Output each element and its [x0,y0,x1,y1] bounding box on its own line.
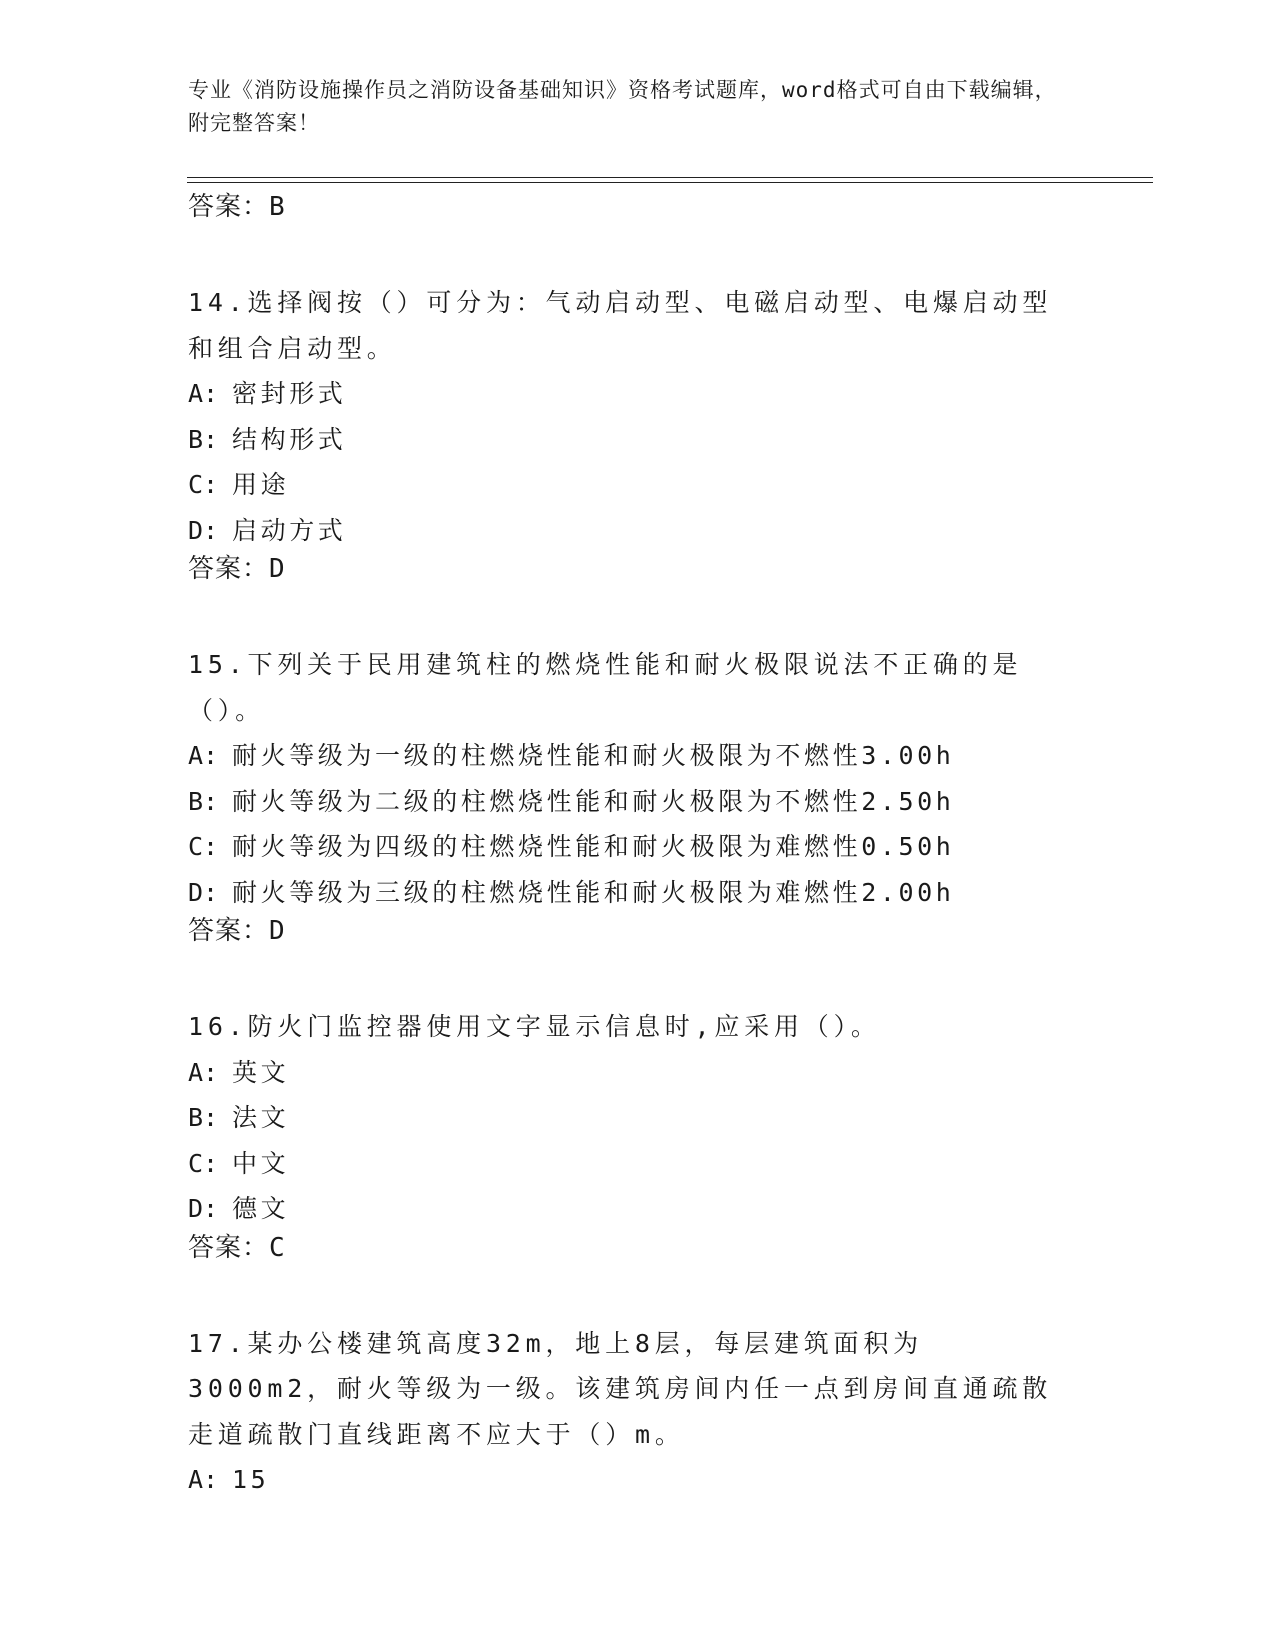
answer-value: D [269,916,286,946]
option-a [188,733,1088,779]
option-a [188,371,1088,417]
question-stem: 16.防火门监控器使用文字显示信息时,应采用（）。 [188,1012,881,1041]
option-text: 结构形式 [232,424,347,454]
document-body [188,192,1088,1503]
option-key: D: [188,515,219,545]
option-d [188,870,1088,916]
answer-value: D [269,554,286,584]
option-a [188,1457,1088,1503]
option-text: 英文 [232,1057,290,1087]
answer-line [188,916,1088,962]
option-d [188,508,1088,554]
option-b [188,417,1088,463]
question-stem: 17.某办公楼建筑高度32m，地上8层，每层建筑面积为3000m2，耐火等级为一级。该建筑房间内任一点到房间直通疏散走道疏散门直线距离不应大于（）m。 [188,1328,1053,1449]
option-key: C: [188,832,219,861]
option-key: A: [188,379,219,408]
option-text: 耐火等级为三级的柱燃烧性能和耐火极限为难燃性2.00h [232,877,955,907]
header-rule-bottom [187,182,1153,183]
option-text: 耐火等级为二级的柱燃烧性能和耐火极限为不燃性2.50h [232,786,955,816]
answer-line [188,1233,1088,1279]
question-16 [188,1004,1088,1279]
question-17 [188,1321,1088,1503]
option-d [188,1186,1088,1232]
option-key: A: [188,1057,219,1087]
option-text: 德文 [232,1194,290,1223]
option-text: 耐火等级为一级的柱燃烧性能和耐火极限为不燃性3.00h [232,741,955,770]
option-key: C: [188,1148,219,1178]
question-15 [188,642,1088,962]
option-text: 法文 [232,1103,290,1132]
answer-label: 答案： [188,916,270,946]
page-header [188,74,1068,140]
option-key: A: [188,1465,219,1494]
option-text: 15 [232,1465,270,1494]
option-text: 耐火等级为四级的柱燃烧性能和耐火极限为难燃性0.50h [232,832,955,861]
header-rule-top [187,177,1153,178]
option-text: 用途 [232,470,290,499]
answer-line [188,192,1088,238]
option-key: D: [188,1194,219,1223]
option-a [188,1050,1088,1096]
question-stem: 15.下列关于民用建筑柱的燃烧性能和耐火极限说法不正确的是（）。 [188,650,1023,725]
answer-label: 答案： [188,1232,270,1263]
answer-label: 答案： [188,554,270,584]
option-b [188,1095,1088,1141]
answer-value: C [269,1232,286,1263]
option-key: B: [188,1103,219,1132]
option-text: 密封形式 [232,379,347,408]
option-key: B: [188,424,219,454]
answer-value: B [269,192,286,222]
question-stem: 14.选择阀按（）可分为：气动启动型、电磁启动型、电爆启动型和组合启动型。 [188,288,1053,363]
option-key: D: [188,877,219,907]
option-b [188,779,1088,825]
option-key: C: [188,470,219,499]
option-text: 中文 [232,1148,290,1178]
question-14 [188,280,1088,600]
option-c [188,462,1088,508]
option-c [188,824,1088,870]
header-text: 专业《消防设施操作员之消防设备基础知识》资格考试题库，word格式可自由下载编辑，附完整答案！ [188,78,1057,135]
answer-label: 答案： [188,192,270,222]
option-text: 启动方式 [232,515,347,545]
answer-line [188,554,1088,600]
option-key: B: [188,786,219,816]
option-c [188,1141,1088,1187]
option-key: A: [188,741,219,770]
